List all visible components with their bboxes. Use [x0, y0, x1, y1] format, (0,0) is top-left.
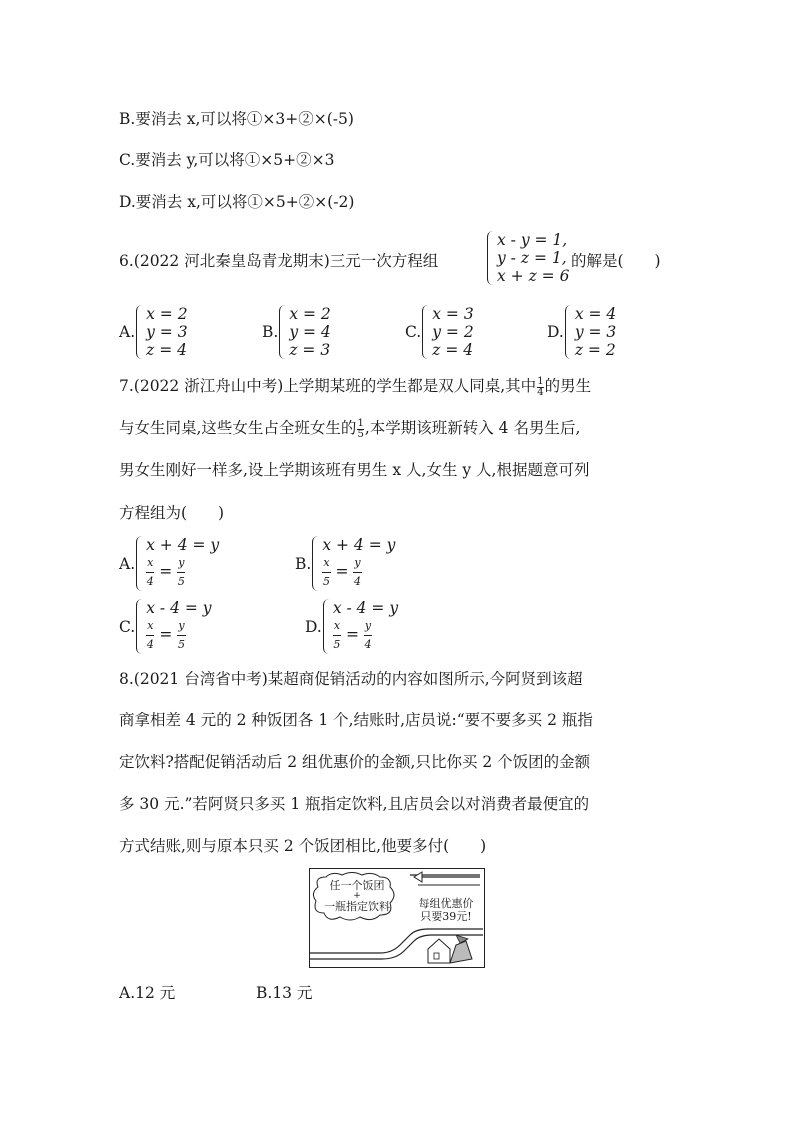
equals: = — [159, 625, 173, 644]
q6-system — [487, 231, 569, 285]
q8-line1: 8.(2021 台湾省中考)某超商促销活动的内容如图所示,今阿贤到该超 — [119, 670, 583, 688]
price-sign-line1: 每组优惠价 — [418, 897, 474, 910]
numerator: 1 — [357, 417, 364, 429]
bubble-text — [322, 879, 392, 913]
brace — [565, 305, 572, 359]
fraction — [357, 419, 363, 440]
q7-line2 — [119, 418, 580, 440]
brace — [487, 231, 494, 285]
q7-text: 7.(2022 浙江舟山中考)上学期某班的学生都是双人同桌,其中 — [119, 377, 537, 395]
row: y = 2 — [432, 323, 474, 341]
denominator: 5 — [177, 638, 185, 651]
denominator: 4 — [354, 575, 362, 588]
q7-option-b — [295, 536, 395, 591]
denominator: 5 — [322, 575, 330, 588]
q7-line3: 男女生刚好一样多,设上学期该班有男生 x 人,女生 y 人,根据题意可列 — [119, 461, 590, 479]
q6-eq2: y - z = 1, — [497, 249, 567, 267]
brace — [422, 305, 429, 359]
q6-suffix: 的解是( ) — [571, 252, 661, 270]
numerator: y — [177, 617, 185, 636]
numerator: y — [177, 554, 185, 573]
brace — [136, 599, 143, 654]
q8-option-b: B.13 元 — [256, 984, 313, 1002]
denominator: 5 — [357, 428, 364, 440]
q5-option-b: B.要消去 x,可以将①×3+②×(-5) — [119, 110, 354, 128]
equals: = — [335, 562, 349, 581]
row — [146, 554, 219, 591]
q8-line3: 定饮料?搭配促销活动后 2 组优惠价的金额,只比你买 2 个饭团的金额 — [119, 753, 591, 771]
bubble-line2: 一瓶指定饮料 — [324, 900, 390, 913]
q8-line4: 多 30 元.”若阿贤只多买 1 瓶指定饮料,且店员会以对消费者最便宜的 — [119, 795, 590, 813]
q6-prefix: 6.(2022 河北秦皇岛青龙期末)三元一次方程组 — [119, 252, 439, 270]
option-label: C. — [119, 617, 136, 636]
numerator: x — [146, 617, 154, 636]
numerator: x — [322, 554, 330, 573]
row: x + 4 = y — [146, 536, 220, 554]
row: y = 4 — [289, 323, 331, 341]
row: x - 4 = y — [332, 599, 399, 617]
denominator: 5 — [177, 575, 185, 588]
q8-option-a: A.12 元 — [119, 984, 176, 1002]
brace — [312, 536, 319, 591]
row: z = 4 — [146, 341, 187, 359]
row — [146, 617, 211, 654]
row: z = 3 — [289, 341, 331, 359]
option-label: A. — [119, 554, 136, 573]
brace — [323, 599, 330, 654]
option-label: B. — [295, 554, 312, 573]
q6-option-a — [119, 305, 188, 359]
q7-option-c — [119, 599, 212, 654]
q7-line1 — [119, 376, 591, 398]
q7-text: 与女生同桌,这些女生占全班女生的 — [119, 419, 357, 437]
denominator: 4 — [146, 575, 154, 588]
q7-option-d — [305, 599, 398, 654]
denominator: 4 — [364, 638, 372, 651]
option-label: A. — [119, 323, 136, 341]
price-sign — [414, 897, 478, 923]
numerator: 1 — [537, 375, 544, 387]
row — [322, 554, 395, 591]
numerator: x — [146, 554, 154, 573]
q6-option-b — [262, 305, 331, 359]
row — [333, 617, 398, 654]
equals: = — [345, 625, 359, 644]
row: z = 2 — [574, 341, 616, 359]
brace — [136, 536, 143, 591]
bubble-plus: + — [353, 891, 361, 901]
q7-option-a — [119, 536, 219, 591]
row: x - 4 = y — [146, 599, 212, 617]
q6-eq3: x + z = 6 — [497, 267, 570, 285]
row: x = 4 — [574, 305, 617, 323]
row: y = 3 — [146, 323, 188, 341]
q6-option-d — [547, 305, 616, 359]
brace — [136, 305, 143, 359]
price-sign-line2: 只要39元! — [420, 910, 472, 923]
fraction — [537, 377, 543, 398]
q7-text: 的男生 — [544, 377, 592, 395]
q5-option-c: C.要消去 y,可以将①×5+②×3 — [119, 151, 335, 169]
q5-option-d: D.要消去 x,可以将①×5+②×(-2) — [119, 193, 355, 211]
row: y = 3 — [574, 323, 617, 341]
row: x = 2 — [289, 305, 331, 323]
option-label: C. — [405, 323, 422, 341]
denominator: 4 — [537, 386, 544, 398]
numerator: y — [364, 617, 372, 636]
brace — [279, 305, 286, 359]
q6-eq1: x - y = 1, — [497, 231, 568, 249]
row: x + 4 = y — [322, 536, 396, 554]
row: z = 4 — [432, 341, 474, 359]
q7-line4: 方程组为( ) — [119, 504, 225, 522]
row: x = 2 — [146, 305, 188, 323]
q6-option-c — [405, 305, 474, 359]
option-label: B. — [262, 323, 279, 341]
row: x = 3 — [432, 305, 474, 323]
option-label: D. — [547, 323, 564, 341]
q7-text: ,本学期该班新转入 4 名男生后, — [364, 419, 581, 437]
option-label: D. — [305, 617, 322, 636]
promotion-illustration — [309, 868, 485, 968]
q8-line2: 商拿相差 4 元的 2 种饭团各 1 个,结账时,店员说:“要不要多买 2 瓶指 — [119, 711, 593, 729]
numerator: y — [353, 554, 361, 573]
denominator: 4 — [146, 638, 154, 651]
numerator: x — [333, 617, 341, 636]
bubble-line1: 任一个饭团 — [329, 879, 385, 892]
q8-line5: 方式结账,则与原本只买 2 个饭团相比,他要多付( ) — [119, 837, 487, 855]
denominator: 5 — [333, 638, 341, 651]
equals: = — [159, 562, 173, 581]
